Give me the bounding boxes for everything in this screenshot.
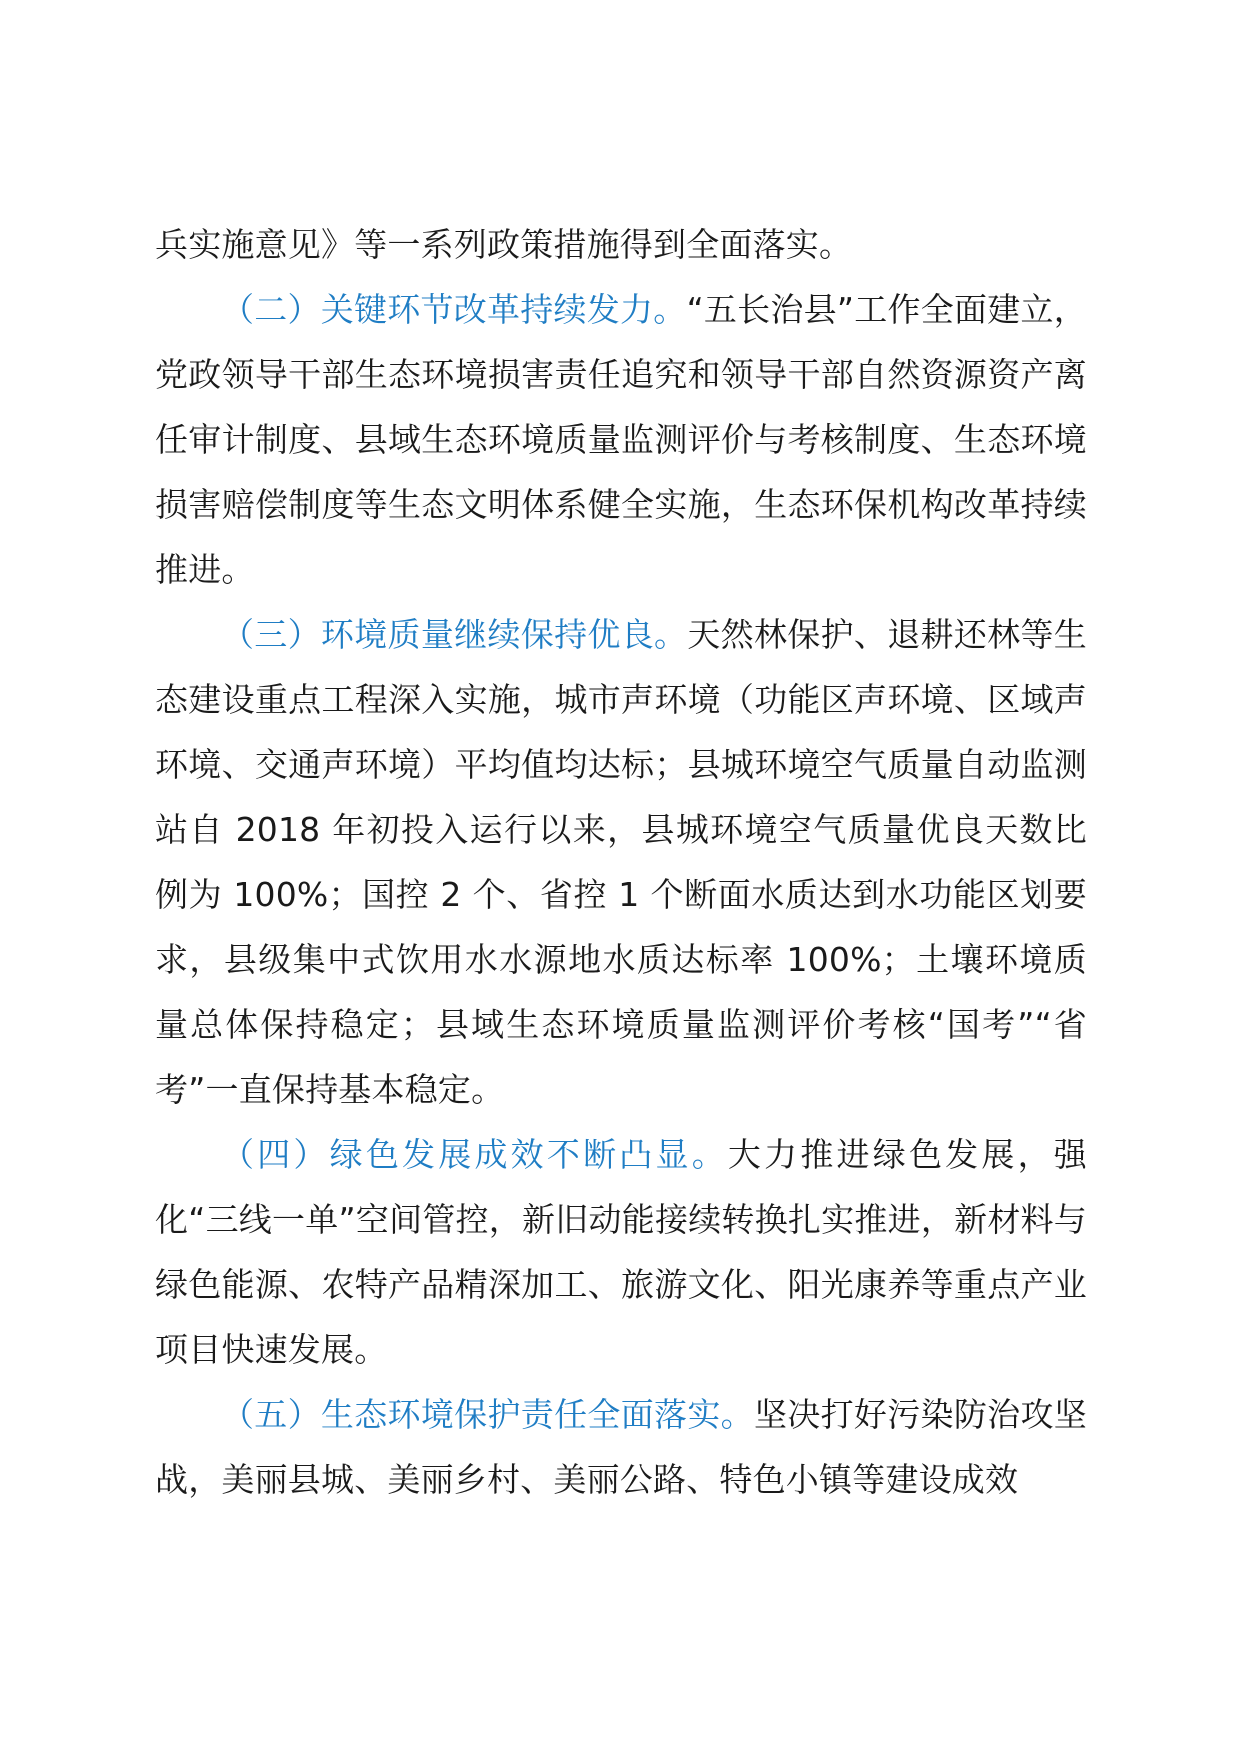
section-heading: （四）绿色发展成效不断凸显。 bbox=[221, 1135, 728, 1174]
paragraph-text: “五长治县”工作全面建立，党政领导干部生态环境损害责任追究和领导干部自然资源资产离任审计制度、县域生态环境质量监测评价与考核制度、生态环境损害赔偿制度等生态文明体系健全实施，生态环保机构改革持续推进。 bbox=[155, 290, 1087, 589]
paragraph-text: 兵实施意见》等一系列政策措施得到全面落实。 bbox=[155, 225, 853, 264]
paragraph-text: 大力推进绿色发展，强化“三线一单”空间管控，新旧动能接续转换扎实推进，新材料与绿色能源、农特产品精深加工、旅游文化、阳光康养等重点产业项目快速发展。 bbox=[155, 1135, 1087, 1369]
paragraph-continuation bbox=[155, 212, 1087, 277]
section-heading: （二）关键环节改革持续发力。 bbox=[221, 290, 687, 329]
section-heading: （三）环境质量继续保持优良。 bbox=[221, 615, 688, 654]
document-body bbox=[155, 212, 1087, 1512]
paragraph-text: 天然林保护、退耕还林等生态建设重点工程深入实施，城市声环境（功能区声环境、区域声环境、交通声环境）平均值均达标；县城环境空气质量自动监测站自 2018 年初投入运行以来，县城环境空气质量优良天数比例为 100%；国控 2 个、省控 1 个断面水质达到水功能区划要求，县级集中式饮用水水源地水质达标率 100%；土壤环境质量总体保持稳定；县域生态环境质量监测评价考核“国考”“省考”一直保持基本稳定。 bbox=[155, 615, 1087, 1109]
paragraph-section-2 bbox=[155, 277, 1087, 602]
paragraph-text: 坚决打好污染防治攻坚战，美丽县城、美丽乡村、美丽公路、特色小镇等建设成效 bbox=[155, 1395, 1088, 1499]
paragraph-section-3 bbox=[155, 602, 1087, 1122]
paragraph-section-5 bbox=[155, 1382, 1087, 1512]
section-heading: （五）生态环境保护责任全面落实。 bbox=[221, 1395, 754, 1434]
paragraph-section-4 bbox=[155, 1122, 1087, 1382]
